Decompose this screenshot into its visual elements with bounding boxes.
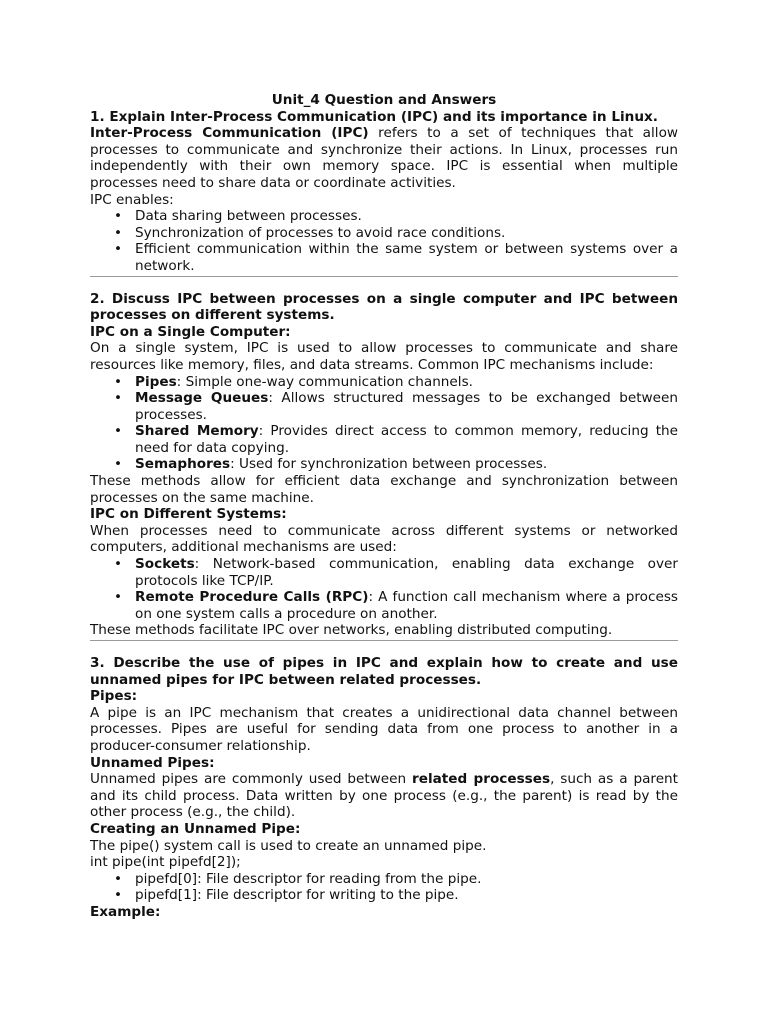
mechanism-term: Pipes [135,373,177,390]
pipes-heading: Pipes: [90,688,138,705]
single-computer-closing: These methods allow for efficient data exchange and synchronization between processes on the same machine. [90,473,678,506]
question-2: 2. Discuss IPC between processes on a single computer and IPC between processes on different systems. [90,290,678,324]
unnamed-pipes-text [90,771,678,821]
unnamed-pipes-text-b: , such as a parent and its child process. Data written by one process (e.g., the parent) is read by the other process (e.g., the child). [90,771,679,821]
ipc-definition [90,125,678,191]
mechanism-desc: : Used for synchronization between processes. [230,456,548,473]
section-3 [90,655,678,921]
creating-pipe-text: The pipe() system call is used to create an unnamed pipe. [90,837,487,854]
different-systems-text: When processes need to communicate across different systems or networked computers, additional mechanisms are used: [90,522,678,556]
ipc-enables-list [90,208,678,274]
mechanism-term: Remote Procedure Calls (RPC) [135,589,369,606]
unnamed-pipes-heading: Unnamed Pipes: [90,754,215,771]
list-item: • pipefd[0]: File descriptor for reading from the pipe. [135,871,678,888]
different-systems-heading: IPC on Different Systems: [90,506,287,523]
question-3: 3. Describe the use of pipes in IPC and explain how to create and use unnamed pipes for IPC between related processes. [90,655,678,688]
pipe-signature: int pipe(int pipefd[2]); [90,854,241,871]
list-item: • Data sharing between processes. [135,208,678,225]
question-1: 1. Explain Inter-Process Communication (IPC) and its importance in Linux. [90,108,658,125]
mechanism-term: Semaphores [135,456,231,473]
single-computer-heading: IPC on a Single Computer: [90,323,291,340]
list-item [135,374,678,391]
mechanism-desc: : Provides direct access to common memory, reducing the need for data copying. [135,423,679,456]
ipc-enables-label: IPC enables: [90,191,174,208]
mechanism-desc: : Simple one-way communication channels. [176,373,473,390]
single-computer-text: On a single system, IPC is used to allow processes to communicate and share resources like memory, files, and data streams. Common IPC mechanisms include: [90,340,678,373]
mechanism-desc: : A function call mechanism where a process on one system calls a procedure on another. [135,589,678,622]
pipe-fd-list [90,871,678,904]
different-systems-mechanisms [90,556,678,622]
single-computer-mechanisms [90,374,678,474]
list-item: • Synchronization of processes to avoid race conditions. [135,225,678,242]
mechanism-desc: : Allows structured messages to be exchanged between processes. [135,390,679,423]
list-item: • Efficient communication within the same system or between systems over a network. [135,241,678,274]
ipc-definition-text: refers to a set of techniques that allow processes to communicate and synchronize their actions. In Linux, processes run independently with their own memory space. IPC is essential when multiple processes need to share data or coordinate activities. [90,125,679,191]
ipc-term: Inter-Process Communication (IPC) [90,125,369,142]
list-item [135,589,678,622]
mechanism-term: Message Queues [135,390,269,407]
document-title: Unit_4 Question and Answers [271,92,497,108]
list-item [135,390,678,423]
mechanism-term: Sockets [135,556,195,573]
list-item [135,423,678,456]
section-divider [90,640,678,641]
section-divider [90,276,678,277]
mechanism-term: Shared Memory [135,423,259,440]
list-item: • pipefd[1]: File descriptor for writing to the pipe. [135,887,678,904]
related-processes-term: related processes [412,771,551,788]
section-1 [90,109,678,275]
mechanism-desc: : Network-based communication, enabling data exchange over protocols like TCP/IP. [135,556,678,589]
example-heading: Example: [90,903,161,920]
different-systems-closing: These methods facilitate IPC over networks, enabling distributed computing. [90,622,613,639]
list-item [135,556,678,589]
pipes-text: A pipe is an IPC mechanism that creates a unidirectional data channel between processes. Pipes are useful for sending data from one process to another in a producer-consumer relationship. [90,704,678,754]
section-2 [90,291,678,639]
unnamed-pipes-text-a: Unnamed pipes are commonly used between [90,771,413,788]
list-item [135,456,678,473]
creating-pipe-heading: Creating an Unnamed Pipe: [90,820,301,837]
